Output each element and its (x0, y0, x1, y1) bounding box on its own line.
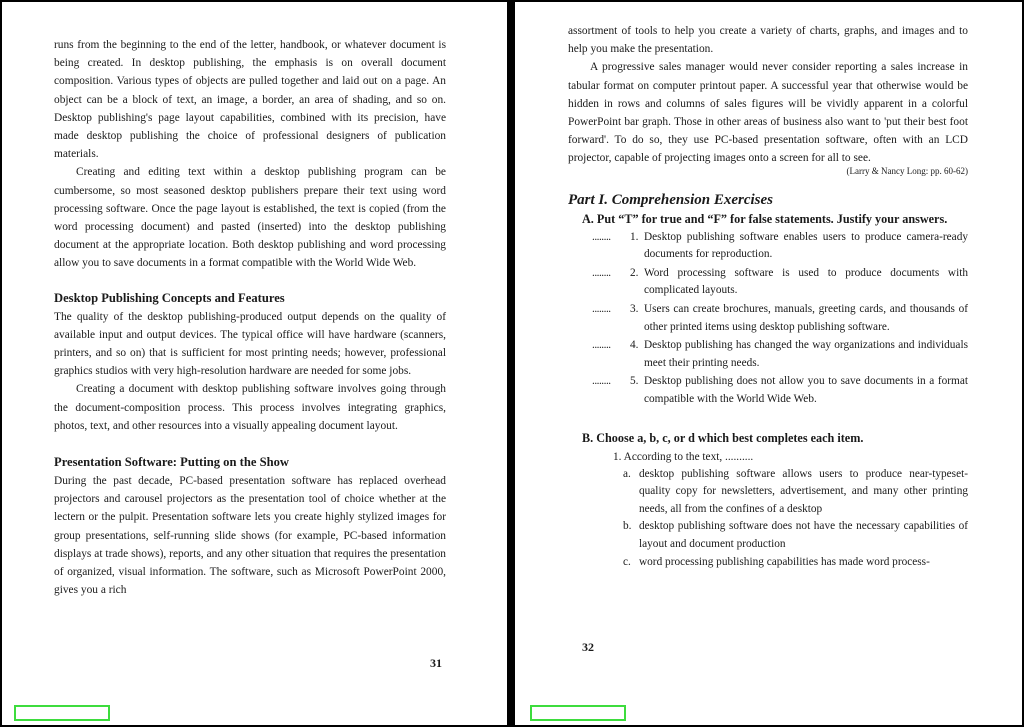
answer-blank: ........ (592, 303, 611, 315)
section-heading: Desktop Publishing Concepts and Features (54, 290, 285, 305)
item-number: 2. (630, 266, 639, 279)
tf-item (568, 373, 968, 408)
option-letter: a. (623, 467, 631, 480)
mc-option (568, 554, 968, 572)
paragraph: The quality of the desktop publishing-produced output depends on the quality of available input and output devices. The typical office will have hardware (scanners, printers, and so on) that is sufficient for most printing needs; however, professional graphics studios with very high-resolution hardware are needed for some jobs. (54, 310, 446, 378)
option-letter: c. (623, 555, 631, 568)
page-number: 32 (582, 640, 594, 654)
paragraph: A progressive sales manager would never consider reporting a sales increase in tabular format on computer printout paper. A successful year that otherwise would be hidden in rows and columns of sales figures will be vividly apparent in a colorful PowerPoint bar graph. Those in other areas of business also want to 'put their best foot forward'. To do so, they use PC-based presentation software, often with an LCD projector, capable of projecting images onto a screen for all to see. (568, 61, 968, 165)
paragraph: assortment of tools to help you create a variety of charts, graphs, and images and to help you make the presentation. (568, 25, 968, 56)
tf-item (568, 301, 968, 336)
option-text: desktop publishing software does not have the necessary capabilities of layout and document production (639, 520, 968, 550)
exercise-a-instruction: A. Put “T” for true and “F” for false statements. Justify your answers. (582, 211, 948, 226)
answer-blank: ........ (592, 266, 611, 279)
page-32-content (568, 22, 968, 571)
answer-blank: ........ (592, 230, 611, 243)
tf-item (568, 337, 968, 372)
paragraph: During the past decade, PC-based presentation software has replaced overhead projectors and carousel projectors as the presentation tool of choice whether at the lectern or the pulpit. Presentation software lets you create highly stylized images for group presentations, self-running slide shows (for example, PC-based information displays at trade shows), reports, and any other situation that requires the presentation of organized, visual information. The software, such as Microsoft PowerPoint 2000, gives you a rich (54, 475, 446, 597)
citation: (Larry & Nancy Long: pp. 60-62) (846, 165, 968, 176)
paragraph: Creating and editing text within a desktop publishing program can be cumbersome, so most seasoned desktop publishers prepare their text using word processing software. Once the page layout is established, the text is copied (from the word processing document) and pasted (inserted) into the desktop publishing document at the appropriate location. Both desktop publishing and word processing allow you to save documents in a format compatible with the World Wide Web. (54, 166, 446, 270)
item-text: Desktop publishing has changed the way organizations and individuals meet their printing needs. (644, 339, 968, 369)
section-heading: Presentation Software: Putting on the Show (54, 455, 289, 470)
mc-option (568, 466, 968, 519)
mc-question: 1. According to the text, .......... (613, 450, 754, 463)
item-text: Users can create brochures, manuals, greeting cards, and thousands of other printed items using desktop publishing software. (644, 303, 968, 333)
item-text: Word processing software is used to produce documents with complicated layouts. (644, 266, 968, 297)
answer-blank: ........ (592, 339, 611, 352)
page-thumbnail-31[interactable] (14, 705, 110, 721)
page-31-content (54, 36, 446, 599)
answer-blank: ........ (592, 375, 611, 388)
mc-option (568, 518, 968, 553)
option-text: desktop publishing software allows users to produce near-typeset-quality copy for newsletters, advertisement, and many other printing needs, all from the confines of a desktop (639, 467, 968, 515)
option-letter: b. (623, 520, 632, 533)
exercise-b-instruction: B. Choose a, b, c, or d which best completes each item. (582, 430, 864, 445)
tf-item (568, 229, 968, 264)
item-number: 1. (630, 230, 639, 243)
option-text: word processing publishing capabilities has made word process- (639, 555, 930, 568)
part-title: Part I. Comprehension Exercises (568, 191, 774, 208)
item-text: Desktop publishing does not allow you to save documents in a format compatible with the World Wide Web. (644, 375, 968, 405)
page-thumbnail-32[interactable] (530, 705, 626, 721)
item-number: 5. (630, 375, 639, 388)
item-text: Desktop publishing software enables users to produce camera-ready documents for reproduction. (644, 230, 968, 261)
paragraph: Creating a document with desktop publishing software involves going through the document-composition process. This process involves integrating graphics, photos, text, and other resources into a visually appealing document layout. (54, 383, 446, 432)
tf-item (568, 265, 968, 300)
item-number: 3. (630, 303, 639, 315)
page-number: 31 (430, 656, 442, 670)
paragraph: runs from the beginning to the end of the letter, handbook, or whatever document is being created. In desktop publishing, the emphasis is on overall document composition. Various types of objects are pulled together and laid out on a page. An object can be a block of text, an image, a border, an area of shading, and so on. Desktop publishing's page layout capabilities, combined with its precision, have made desktop publishing the choice of professional designers of publication materials. (54, 39, 446, 161)
item-number: 4. (630, 339, 639, 352)
